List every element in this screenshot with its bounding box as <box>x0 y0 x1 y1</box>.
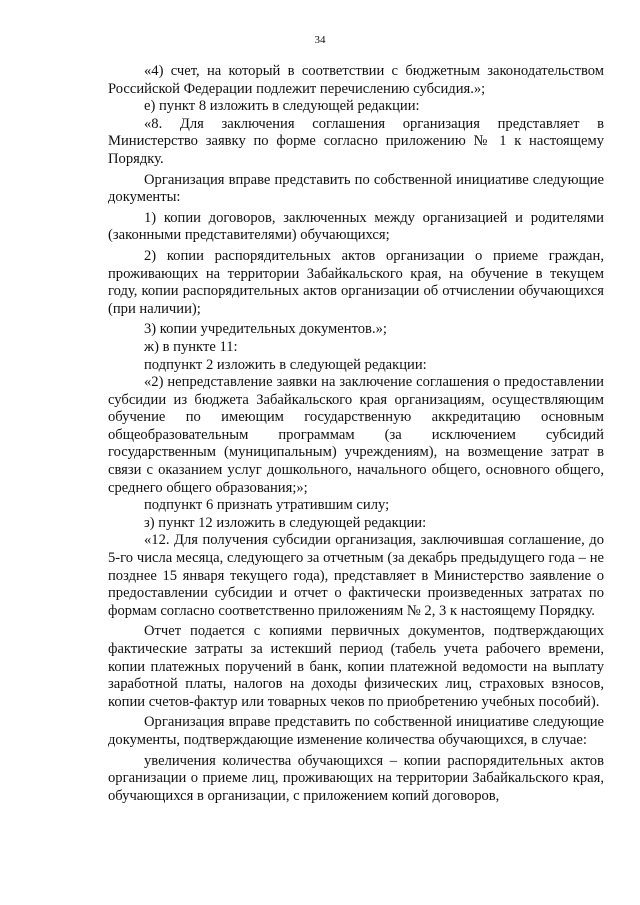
paragraph: «2) непредставление заявки на заключение соглашения о предоставлении субсидии из бюджета Забайкальского края организациям, осуществляющим обучение по имеющим государственную аккредитацию основным общеобразовательным программам (за исключением субсидий государственным (муниципальным) учреждениям), на возмещение затрат в связи с оказанием услуг дошкольного, начального общего, основного общего, среднего общего образования;»; <box>108 374 604 496</box>
paragraph: е) пункт 8 изложить в следующей редакции: <box>144 98 420 115</box>
paragraph: Отчет подается с копиями первичных документов, подтверждающих фактические затраты за истекший период (табель учета рабочего времени, копии платежных поручений в банк, копии платежной ведомости на выплату заработной платы, налогов на доходы физических лиц, страховых взносов, копии счетов-фактур или товарных чеков по приобретению учебных пособий). <box>108 623 604 710</box>
paragraph: з) пункт 12 изложить в следующей редакции: <box>144 514 427 531</box>
paragraph: Организация вправе представить по собственной инициативе следующие документы: <box>108 171 604 206</box>
paragraph: 3) копии учредительных документов.»; <box>144 321 387 338</box>
paragraph: увеличения количества обучающихся – копии распорядительных актов организации о приеме лиц, проживающих на территории Забайкальского края, обучающихся в организации, с приложением копий договоров, <box>108 752 604 804</box>
paragraph: «4) счет, на который в соответствии с бюджетным законодательством Российской Федерации подлежит перечислению субсидия.»; <box>108 63 604 97</box>
paragraph: Организация вправе представить по собственной инициативе следующие документы, подтверждающие изменение количества обучающихся, в случае: <box>108 714 604 748</box>
page-number: 34 <box>314 34 326 46</box>
paragraph: подпункт 2 изложить в следующей редакции: <box>144 356 427 373</box>
document-body <box>108 63 604 805</box>
paragraph: «12. Для получения субсидии организация, заключившая соглашение, до 5-го числа месяца, следующего за отчетным (за декабрь предыдущего года – не позднее 15 января текущего года), представляет в Министерство заявление о предоставлении субсидии и отчет о фактически произведенных затратах по формам согласно соответственно приложениям № 2, 3 к настоящему Порядку. <box>108 532 604 619</box>
paragraph: подпункт 6 признать утратившим силу; <box>144 497 390 514</box>
paragraph: «8. Для заключения соглашения организация представляет в Министерство заявку по форме согласно приложению № 1 к настоящему Порядку. <box>108 115 604 167</box>
paragraph: ж) в пункте 11: <box>144 338 238 355</box>
paragraph: 2) копии распорядительных актов организации о приеме граждан, проживающих на территории Забайкальского края, на обучение в текущем году, копии распорядительных актов организации об отчислении обучающихся (при наличии); <box>108 247 604 317</box>
paragraph: 1) копии договоров, заключенных между организацией и родителями (законными представителями) обучающихся; <box>108 209 604 244</box>
